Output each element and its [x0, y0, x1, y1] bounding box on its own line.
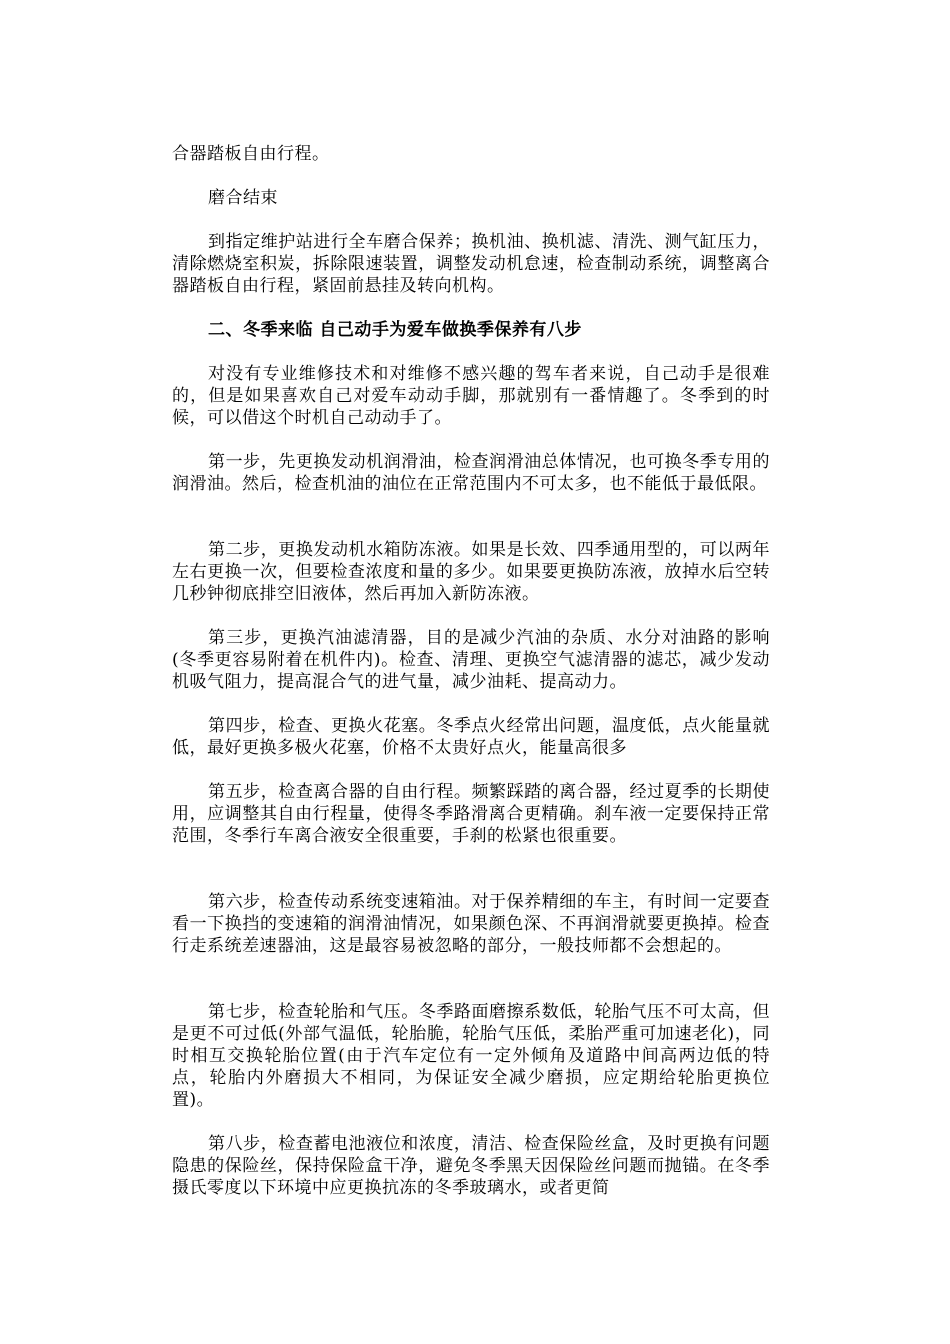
paragraph-step-1: 第一步，先更换发动机润滑油，检查润滑油总体情况，也可换冬季专用的润滑油。然后，检查机油的油位在正常范围内不可太多，也不能低于最低限。 — [172, 452, 770, 494]
paragraph-step-4: 第四步，检查、更换火花塞。冬季点火经常出问题，温度低，点火能量就低，最好更换多极火花塞，价格不太贵好点火，能量高很多 — [172, 716, 770, 758]
paragraph-continuation: 合器踏板自由行程。 — [172, 144, 330, 164]
paragraph-step-5: 第五步，检查离合器的自由行程。频繁踩踏的离合器，经过夏季的长期使用，应调整其自由行程量，使得冬季路滑离合更精确。刹车液一定要保持正常范围，冬季行车离合液安全很重要，手刹的松紧也很重要。 — [172, 782, 770, 846]
paragraph-run-in-maintenance: 到指定维护站进行全车磨合保养；换机油、换机滤、清洗、测气缸压力，清除燃烧室积炭，拆除限速装置，调整发动机怠速，检查制动系统，调整离合器踏板自由行程，紧固前悬挂及转向机构。 — [172, 232, 770, 296]
paragraph-intro: 对没有专业维修技术和对维修不感兴趣的驾车者来说，自己动手是很难的，但是如果喜欢自己对爱车动动手脚，那就别有一番情趣了。冬季到的时候，可以借这个时机自己动动手了。 — [172, 364, 770, 428]
paragraph-step-2: 第二步，更换发动机水箱防冻液。如果是长效、四季通用型的，可以两年左右更换一次，但要检查浓度和量的多少。如果要更换防冻液，放掉水后空转几秒钟彻底排空旧液体，然后再加入新防冻液。 — [172, 540, 770, 604]
paragraph-step-6: 第六步，检查传动系统变速箱油。对于保养精细的车主，有时间一定要查看一下换挡的变速箱的润滑油情况，如果颜色深、不再润滑就要更换掉。检查行走系统差速器油，这是最容易被忽略的部分，一般技师都不会想起的。 — [172, 892, 770, 956]
paragraph-step-7: 第七步，检查轮胎和气压。冬季路面磨擦系数低，轮胎气压不可太高，但是更不可过低(外部气温低，轮胎脆，轮胎气压低，柔胎严重可加速老化)，同时相互交换轮胎位置(由于汽车定位有一定外倾角及道路中间高两边低的特点，轮胎内外磨损大不相同，为保证安全减少磨损，应定期给轮胎更换位置)。 — [172, 1002, 770, 1110]
paragraph-step-3: 第三步，更换汽油滤清器，目的是减少汽油的杂质、水分对油路的影响(冬季更容易附着在机件内)。检查、清理、更换空气滤清器的滤芯，减少发动机吸气阻力，提高混合气的进气量，减少油耗、提高动力。 — [172, 628, 770, 692]
paragraph-run-in-end: 磨合结束 — [208, 188, 278, 208]
paragraph-step-8: 第八步，检查蓄电池液位和浓度，清洁、检查保险丝盒，及时更换有问题隐患的保险丝，保持保险盒干净，避免冬季黑天因保险丝问题而抛锚。在冬季摄氏零度以下环境中应更换抗冻的冬季玻璃水，或者更简 — [172, 1134, 770, 1198]
section-heading: 二、冬季来临 自己动手为爱车做换季保养有八步 — [208, 320, 582, 340]
